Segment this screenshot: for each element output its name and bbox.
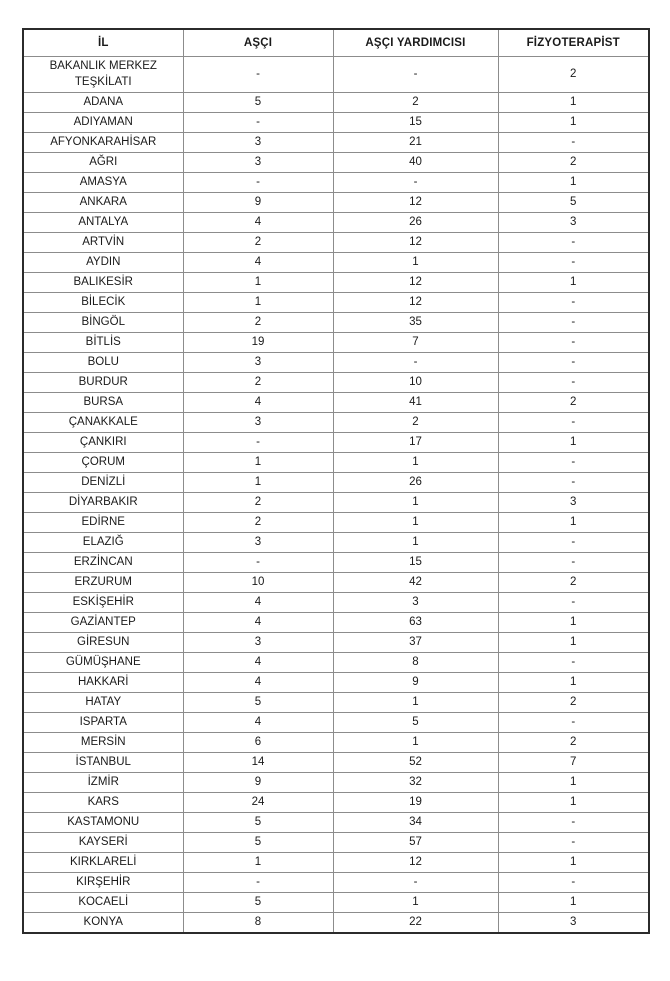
asci-yardimcisi-count: 2 [333, 413, 498, 433]
table-row [23, 293, 649, 313]
table-row [23, 193, 649, 213]
province-name: ERZİNCAN [23, 553, 183, 573]
fizyoterapist-count: - [498, 413, 649, 433]
asci-yardimcisi-count: 2 [333, 93, 498, 113]
asci-yardimcisi-count: 1 [333, 493, 498, 513]
province-name: KASTAMONU [23, 813, 183, 833]
fizyoterapist-count: - [498, 453, 649, 473]
table-row [23, 253, 649, 273]
fizyoterapist-count: 2 [498, 57, 649, 93]
fizyoterapist-count: - [498, 873, 649, 893]
fizyoterapist-count: 1 [498, 673, 649, 693]
asci-count: - [183, 173, 333, 193]
table-row [23, 93, 649, 113]
table-row [23, 893, 649, 913]
table-row [23, 653, 649, 673]
province-name: BİTLİS [23, 333, 183, 353]
table-row [23, 313, 649, 333]
asci-count: 4 [183, 393, 333, 413]
fizyoterapist-count: - [498, 233, 649, 253]
fizyoterapist-count: 2 [498, 393, 649, 413]
asci-count: 4 [183, 653, 333, 673]
province-name: ELAZIĞ [23, 533, 183, 553]
asci-count: 9 [183, 773, 333, 793]
fizyoterapist-count: - [498, 813, 649, 833]
table-row [23, 553, 649, 573]
province-name: AFYONKARAHİSAR [23, 133, 183, 153]
fizyoterapist-count: 1 [498, 773, 649, 793]
table-row [23, 913, 649, 934]
asci-yardimcisi-count: 7 [333, 333, 498, 353]
asci-count: 1 [183, 853, 333, 873]
province-name: AĞRI [23, 153, 183, 173]
table-row [23, 853, 649, 873]
province-name: KOCAELİ [23, 893, 183, 913]
asci-yardimcisi-count: 1 [333, 893, 498, 913]
asci-yardimcisi-count: 12 [333, 853, 498, 873]
asci-count: 3 [183, 153, 333, 173]
province-name: BAKANLIK MERKEZ TEŞKİLATI [23, 57, 183, 93]
province-name: ISPARTA [23, 713, 183, 733]
column-header-asci: AŞÇI [183, 29, 333, 57]
province-name: GAZİANTEP [23, 613, 183, 633]
asci-yardimcisi-count: 1 [333, 513, 498, 533]
asci-count: 14 [183, 753, 333, 773]
fizyoterapist-count: - [498, 373, 649, 393]
fizyoterapist-count: - [498, 653, 649, 673]
table-row [23, 573, 649, 593]
table-row [23, 153, 649, 173]
asci-count: 5 [183, 813, 333, 833]
asci-yardimcisi-count: 35 [333, 313, 498, 333]
asci-yardimcisi-count: 22 [333, 913, 498, 934]
asci-count: 5 [183, 833, 333, 853]
asci-count: 3 [183, 413, 333, 433]
asci-count: 1 [183, 293, 333, 313]
table-row [23, 833, 649, 853]
asci-yardimcisi-count: 41 [333, 393, 498, 413]
asci-count: - [183, 57, 333, 93]
asci-yardimcisi-count: 5 [333, 713, 498, 733]
asci-count: 3 [183, 353, 333, 373]
table-row [23, 753, 649, 773]
province-name: ANTALYA [23, 213, 183, 233]
column-header-asci-yardimcisi: AŞÇI YARDIMCISI [333, 29, 498, 57]
asci-count: 4 [183, 613, 333, 633]
table-row [23, 173, 649, 193]
asci-count: 1 [183, 273, 333, 293]
fizyoterapist-count: 1 [498, 613, 649, 633]
asci-yardimcisi-count: 21 [333, 133, 498, 153]
province-name: ÇORUM [23, 453, 183, 473]
fizyoterapist-count: 2 [498, 573, 649, 593]
table-row [23, 393, 649, 413]
asci-yardimcisi-count: 9 [333, 673, 498, 693]
fizyoterapist-count: 5 [498, 193, 649, 213]
province-name: EDİRNE [23, 513, 183, 533]
personnel-table [22, 28, 650, 934]
province-name: KONYA [23, 913, 183, 934]
asci-yardimcisi-count: 37 [333, 633, 498, 653]
fizyoterapist-count: 1 [498, 273, 649, 293]
asci-yardimcisi-count: - [333, 873, 498, 893]
table-row [23, 273, 649, 293]
table-row [23, 433, 649, 453]
asci-yardimcisi-count: 52 [333, 753, 498, 773]
fizyoterapist-count: 2 [498, 693, 649, 713]
asci-count: 4 [183, 253, 333, 273]
table-header [23, 29, 649, 57]
fizyoterapist-count: - [498, 293, 649, 313]
asci-count: 2 [183, 233, 333, 253]
asci-yardimcisi-count: 1 [333, 253, 498, 273]
asci-count: 5 [183, 93, 333, 113]
asci-count: 2 [183, 493, 333, 513]
fizyoterapist-count: - [498, 333, 649, 353]
asci-count: - [183, 433, 333, 453]
fizyoterapist-count: 1 [498, 893, 649, 913]
asci-count: 6 [183, 733, 333, 753]
fizyoterapist-count: 3 [498, 493, 649, 513]
fizyoterapist-count: - [498, 533, 649, 553]
table-row [23, 813, 649, 833]
table-row [23, 713, 649, 733]
table-row [23, 453, 649, 473]
column-header-il: İL [23, 29, 183, 57]
fizyoterapist-count: 1 [498, 173, 649, 193]
table-row [23, 473, 649, 493]
asci-yardimcisi-count: 1 [333, 533, 498, 553]
asci-yardimcisi-count: 12 [333, 233, 498, 253]
province-name: BİLECİK [23, 293, 183, 313]
fizyoterapist-count: 1 [498, 853, 649, 873]
asci-yardimcisi-count: 12 [333, 293, 498, 313]
fizyoterapist-count: 2 [498, 733, 649, 753]
asci-count: - [183, 553, 333, 573]
table-row [23, 353, 649, 373]
table-row [23, 513, 649, 533]
province-name: HAKKARİ [23, 673, 183, 693]
asci-count: 5 [183, 693, 333, 713]
asci-yardimcisi-count: 1 [333, 733, 498, 753]
table-row [23, 693, 649, 713]
asci-yardimcisi-count: 15 [333, 553, 498, 573]
province-name: BİNGÖL [23, 313, 183, 333]
table-container [22, 28, 648, 934]
province-name: GİRESUN [23, 633, 183, 653]
asci-count: 24 [183, 793, 333, 813]
province-name: HATAY [23, 693, 183, 713]
table-row [23, 593, 649, 613]
province-name: İSTANBUL [23, 753, 183, 773]
fizyoterapist-count: - [498, 553, 649, 573]
asci-yardimcisi-count: 12 [333, 273, 498, 293]
fizyoterapist-count: - [498, 713, 649, 733]
table-row [23, 673, 649, 693]
province-name: DENİZLİ [23, 473, 183, 493]
table-row [23, 793, 649, 813]
province-name: KIRKLARELİ [23, 853, 183, 873]
asci-count: 4 [183, 213, 333, 233]
fizyoterapist-count: 7 [498, 753, 649, 773]
fizyoterapist-count: 2 [498, 153, 649, 173]
asci-yardimcisi-count: 1 [333, 453, 498, 473]
asci-yardimcisi-count: 12 [333, 193, 498, 213]
fizyoterapist-count: - [498, 593, 649, 613]
asci-count: 3 [183, 133, 333, 153]
asci-yardimcisi-count: - [333, 353, 498, 373]
asci-count: - [183, 113, 333, 133]
asci-count: - [183, 873, 333, 893]
asci-count: 3 [183, 633, 333, 653]
table-row [23, 113, 649, 133]
asci-count: 19 [183, 333, 333, 353]
province-name: ADIYAMAN [23, 113, 183, 133]
asci-yardimcisi-count: 8 [333, 653, 498, 673]
asci-yardimcisi-count: 42 [333, 573, 498, 593]
table-row [23, 213, 649, 233]
asci-yardimcisi-count: 63 [333, 613, 498, 633]
province-name: BALIKESİR [23, 273, 183, 293]
fizyoterapist-count: 1 [498, 93, 649, 113]
province-name: DİYARBAKIR [23, 493, 183, 513]
asci-yardimcisi-count: 34 [333, 813, 498, 833]
table-row [23, 133, 649, 153]
table-row [23, 57, 649, 93]
fizyoterapist-count: - [498, 353, 649, 373]
table-row [23, 533, 649, 553]
province-name: AMASYA [23, 173, 183, 193]
province-name: ADANA [23, 93, 183, 113]
asci-yardimcisi-count: 17 [333, 433, 498, 453]
asci-count: 2 [183, 313, 333, 333]
table-row [23, 233, 649, 253]
asci-count: 2 [183, 513, 333, 533]
table-row [23, 493, 649, 513]
province-name: ANKARA [23, 193, 183, 213]
table-row [23, 373, 649, 393]
province-name: BURSA [23, 393, 183, 413]
table-body [23, 57, 649, 934]
table-row [23, 613, 649, 633]
province-name: KIRŞEHİR [23, 873, 183, 893]
asci-count: 10 [183, 573, 333, 593]
fizyoterapist-count: - [498, 253, 649, 273]
column-header-fizyoterapist: FİZYOTERAPİST [498, 29, 649, 57]
province-name: GÜMÜŞHANE [23, 653, 183, 673]
asci-yardimcisi-count: 26 [333, 473, 498, 493]
fizyoterapist-count: - [498, 313, 649, 333]
asci-count: 2 [183, 373, 333, 393]
asci-yardimcisi-count: 26 [333, 213, 498, 233]
province-name: ERZURUM [23, 573, 183, 593]
table-row [23, 773, 649, 793]
asci-yardimcisi-count: 15 [333, 113, 498, 133]
province-name: AYDIN [23, 253, 183, 273]
asci-count: 1 [183, 453, 333, 473]
fizyoterapist-count: 1 [498, 433, 649, 453]
fizyoterapist-count: 1 [498, 793, 649, 813]
province-name: ÇANKIRI [23, 433, 183, 453]
asci-count: 1 [183, 473, 333, 493]
province-name: BURDUR [23, 373, 183, 393]
fizyoterapist-count: - [498, 833, 649, 853]
province-name: MERSİN [23, 733, 183, 753]
fizyoterapist-count: 1 [498, 633, 649, 653]
table-row [23, 873, 649, 893]
province-name: İZMİR [23, 773, 183, 793]
asci-count: 4 [183, 593, 333, 613]
asci-count: 5 [183, 893, 333, 913]
asci-yardimcisi-count: 10 [333, 373, 498, 393]
table-row [23, 333, 649, 353]
header-row [23, 29, 649, 57]
asci-yardimcisi-count: 40 [333, 153, 498, 173]
asci-count: 4 [183, 713, 333, 733]
asci-count: 3 [183, 533, 333, 553]
province-name: ARTVİN [23, 233, 183, 253]
fizyoterapist-count: 3 [498, 213, 649, 233]
fizyoterapist-count: - [498, 473, 649, 493]
asci-yardimcisi-count: - [333, 57, 498, 93]
fizyoterapist-count: 3 [498, 913, 649, 934]
asci-yardimcisi-count: 19 [333, 793, 498, 813]
asci-yardimcisi-count: 32 [333, 773, 498, 793]
asci-count: 9 [183, 193, 333, 213]
province-name: KAYSERİ [23, 833, 183, 853]
fizyoterapist-count: 1 [498, 113, 649, 133]
asci-yardimcisi-count: 1 [333, 693, 498, 713]
table-row [23, 733, 649, 753]
asci-count: 4 [183, 673, 333, 693]
asci-count: 8 [183, 913, 333, 934]
fizyoterapist-count: - [498, 133, 649, 153]
asci-yardimcisi-count: 57 [333, 833, 498, 853]
province-name: KARS [23, 793, 183, 813]
province-name: ESKİŞEHİR [23, 593, 183, 613]
asci-yardimcisi-count: 3 [333, 593, 498, 613]
table-row [23, 633, 649, 653]
asci-yardimcisi-count: - [333, 173, 498, 193]
province-name: BOLU [23, 353, 183, 373]
table-row [23, 413, 649, 433]
province-name: ÇANAKKALE [23, 413, 183, 433]
fizyoterapist-count: 1 [498, 513, 649, 533]
